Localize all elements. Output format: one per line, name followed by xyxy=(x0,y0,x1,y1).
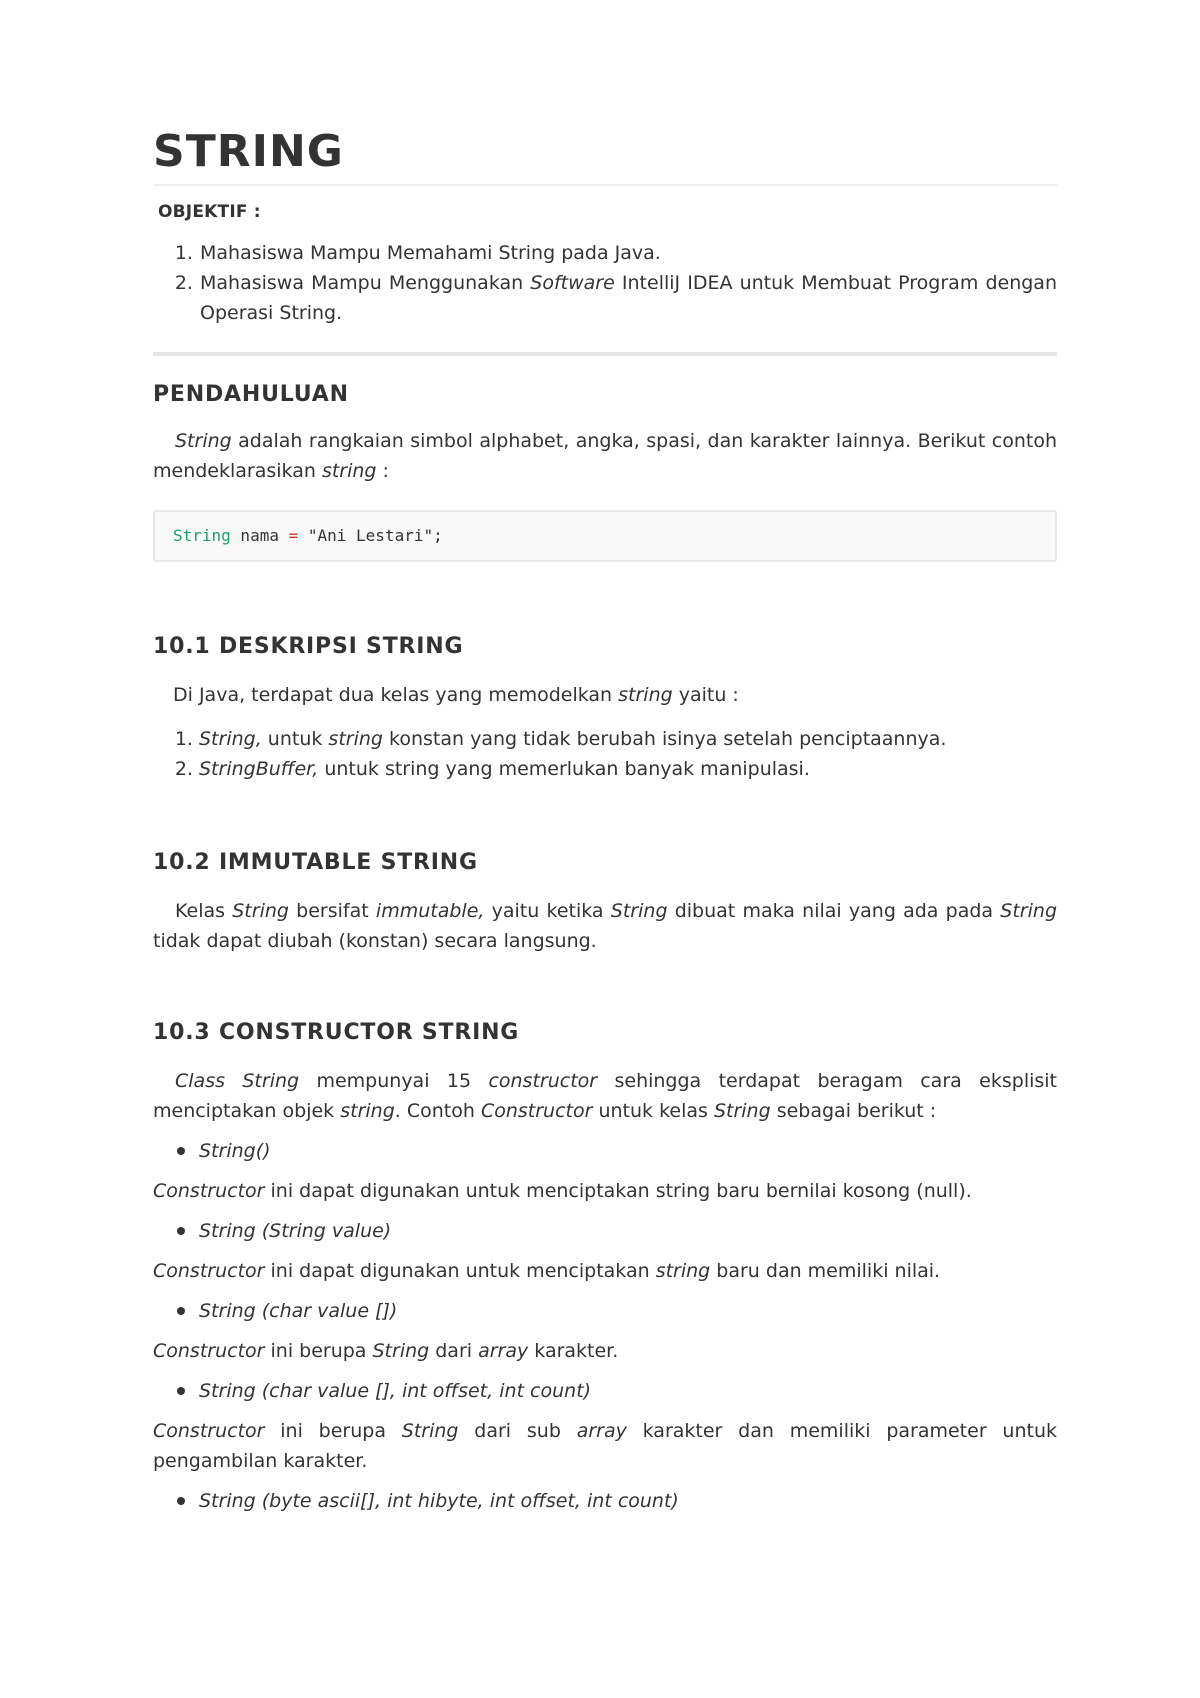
constructor-signature: String() xyxy=(199,1136,1057,1166)
constructor-signature: String (String value) xyxy=(199,1216,1057,1246)
constructor-description: Constructor ini berupa String dari sub array karakter dan memiliki parameter untuk pengambilan karakter. xyxy=(153,1420,1058,1472)
constructor-list xyxy=(153,1486,1057,1516)
constructor-list xyxy=(153,1376,1057,1406)
deskripsi-item: 1. String, untuk string konstan yang tidak berubah isinya setelah penciptaannya. xyxy=(199,724,1057,754)
section-heading-10-3: 10.3 CONSTRUCTOR STRING xyxy=(153,1020,520,1045)
objektif-item: 2. Mahasiswa Mampu Menggunakan Software IntelliJ IDEA untuk Membuat Program dengan Operasi String. xyxy=(199,268,1057,328)
constructor-list xyxy=(153,1136,1057,1166)
document-content xyxy=(153,126,1057,1516)
deskripsi-item: 2. StringBuffer, untuk string yang memerlukan banyak manipulasi. xyxy=(199,754,1057,784)
constructor-description: Constructor ini dapat digunakan untuk menciptakan string baru bernilai kosong (null). xyxy=(153,1180,972,1202)
constructor-signature: String (byte ascii[], int hibyte, int offset, int count) xyxy=(199,1486,1057,1516)
section-heading-pendahuluan: PENDAHULUAN xyxy=(153,382,349,407)
objektif-item: 1. Mahasiswa Mampu Memahami String pada Java. xyxy=(199,238,1057,268)
constructor-signature: String (char value [], int offset, int count) xyxy=(199,1376,1057,1406)
constructor-intro: Class String mempunyai 15 constructor sehingga terdapat beragam cara eksplisit menciptakan objek string. Contoh Constructor untuk kelas String sebagai berikut : xyxy=(153,1070,1058,1122)
deskripsi-intro: Di Java, terdapat dua kelas yang memodelkan string yaitu : xyxy=(173,684,739,706)
constructor-description: Constructor ini berupa String dari array karakter. xyxy=(153,1340,619,1362)
objektif-list xyxy=(153,238,1057,328)
deskripsi-list xyxy=(153,724,1057,784)
code-block: String nama = "Ani Lestari"; xyxy=(153,510,1057,562)
constructor-signature: String (char value []) xyxy=(199,1296,1057,1326)
section-heading-10-2: 10.2 IMMUTABLE STRING xyxy=(153,850,478,875)
constructor-description: Constructor ini dapat digunakan untuk menciptakan string baru dan memiliki nilai. xyxy=(153,1260,941,1282)
section-heading-10-1: 10.1 DESKRIPSI STRING xyxy=(153,634,464,659)
immutable-paragraph: Kelas String bersifat immutable, yaitu ketika String dibuat maka nilai yang ada pada String tidak dapat diubah (konstan) secara langsung. xyxy=(153,900,1057,952)
horizontal-rule xyxy=(153,352,1057,356)
pendahuluan-paragraph: String adalah rangkaian simbol alphabet, angka, spasi, dan karakter lainnya. Berikut contoh mendeklarasikan string : xyxy=(153,430,1057,482)
objektif-label: OBJEKTIF : xyxy=(158,202,261,222)
constructor-list xyxy=(153,1216,1057,1246)
page-title: STRING xyxy=(153,126,1057,186)
constructor-list xyxy=(153,1296,1057,1326)
